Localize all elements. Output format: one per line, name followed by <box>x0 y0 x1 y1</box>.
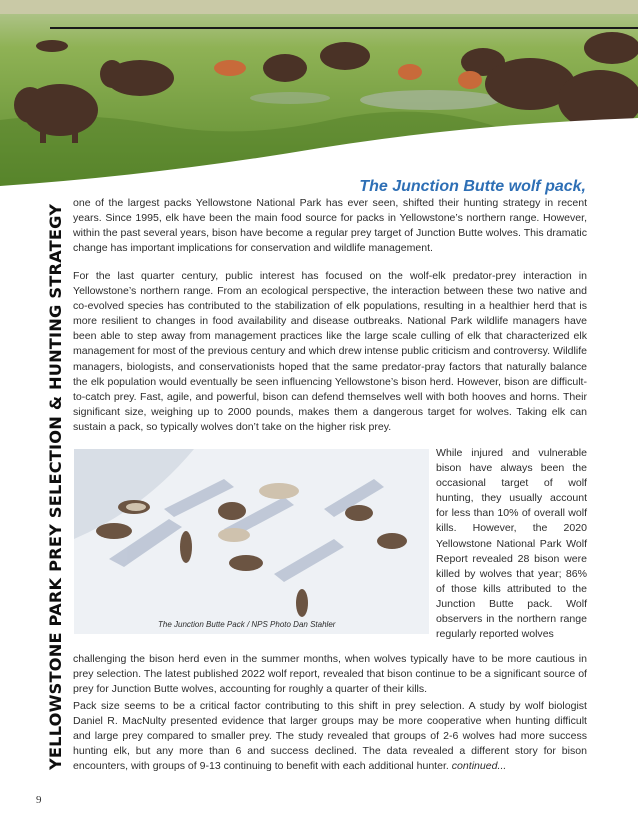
paragraph-elk-history: For the last quarter century, public interest has focused on the wolf-elk predator-prey interaction in Yellowstone’s northern range. From an ecological perspective, the interaction between these two native and co-evolved species has contributed to the stabilization of elk populations, resulting in a healthier herd that is more resilient to changes in food availability and disease outbreaks. National Park wildlife managers have been able to step away from management practices like the large scale culling of elk that characterized elk management for most of the previous century and which drew intense public criticism and controversy. Wildlife managers, biologists, and conservationists hoped that the same predator-pray factors that naturally balance the elk population would eventually be seen influencing Yellowstone’s bison herd. However, bison are difficult-to-catch prey. Fast, agile, and powerful, bison can defend themselves well with both hooves and horns. Their significant size, weighing up to 2000 pounds, makes them a dangerous target for wolves. Taking elk can sustain a pack, so typically wolves don’t take on the higher risk prey. <box>73 270 587 433</box>
paragraph-bison-kills-continued: challenging the bison herd even in the summer months, when wolves typically have to be more cautious in prey selection. The latest published 2022 wolf report, revealed that bison continue to be a significant source of prey for Junction Butte wolves, accounting for roughly a quarter of their kills. <box>73 653 587 696</box>
paragraph-intro: one of the largest packs Yellowstone National Park has ever seen, shifted their hunting strategy in recent years. Since 1995, elk have been the main food source for packs in Yellowstone’s northern range. However, within the past several years, bison have become a regular prey target of Junction Butte wolves. This dramatic change has important implications for conservation and wildlife management. <box>73 197 587 255</box>
page-number: 9 <box>36 794 42 806</box>
paragraph-pack-size-text: Pack size seems to be a critical factor contributing to this shift in prey selection. A study by wolf biologist Daniel R. MacNulty presented evidence that larger groups may be more cooperative when hunting difficult and large prey compared to smaller prey. The study revealed that groups of 2-6 wolves had more success hunting elk, but any more than 6 and success declined. The data revealed a different story for bison encounters, with groups of 9-13 continuing to benefit with each additional hunter. <box>73 700 587 773</box>
wolf-pack-photo <box>74 449 429 634</box>
paragraph-pack-size <box>73 699 587 774</box>
header-rule <box>50 27 638 29</box>
side-title: YELLOWSTONE PARK PREY SELECTION & HUNTING STRATEGY <box>46 203 65 770</box>
photo-caption: The Junction Butte Pack / NPS Photo Dan Stahler <box>158 620 336 629</box>
paragraph-bison-kills-side: While injured and vulnerable bison have always been the occasional target of wolf hunting, they usually account for less than 10% of overall wolf kills. However, the 2020 Yellowstone National Park Wolf Report revealed 28 bison were killed by wolves that year; 86% of those kills attributed to the Junction Butte pack. Wolf observers in the northern range regularly reported wolves <box>436 447 587 641</box>
continued-label: continued... <box>451 760 507 773</box>
article-heading: The Junction Butte wolf pack, <box>359 178 586 195</box>
